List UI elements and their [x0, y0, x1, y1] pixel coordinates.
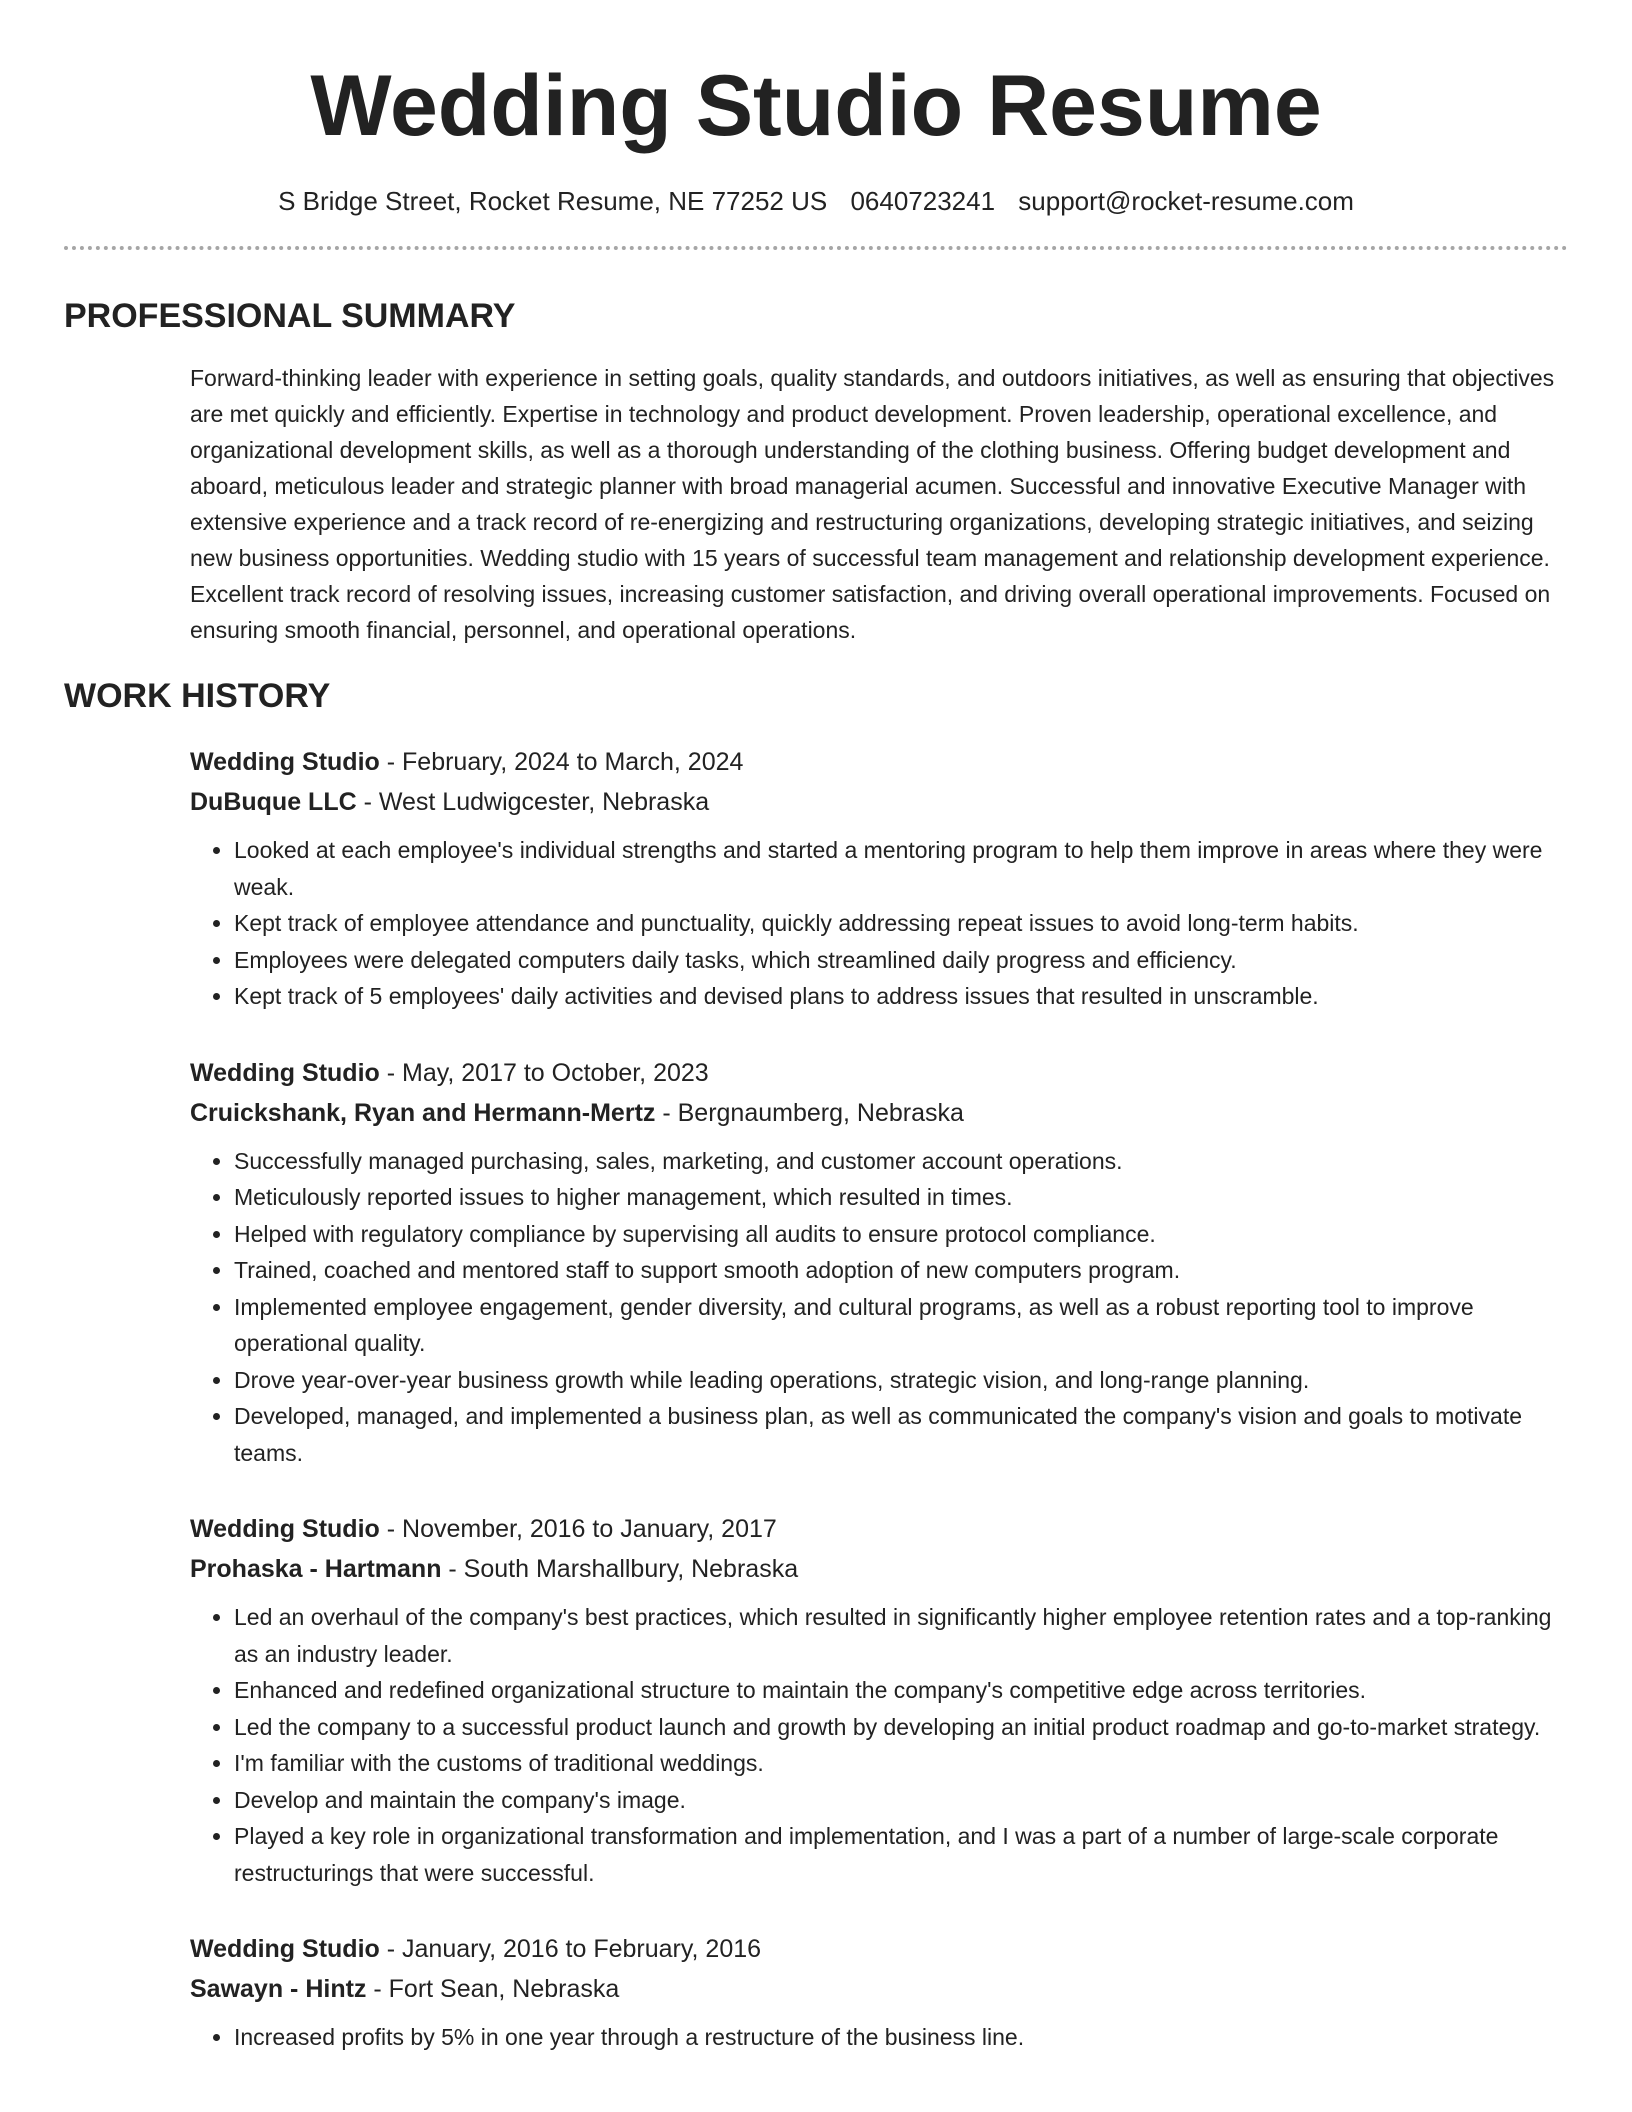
job-bullet: • Kept track of 5 employees' daily activities and devised plans to address issues that resulted in unscramble. [234, 978, 1568, 1015]
job-bullets [190, 832, 1568, 1015]
contact-email: support@rocket-resume.com [1018, 186, 1354, 216]
job-location: - West Ludwigcester, Nebraska [356, 788, 710, 816]
job-entry [190, 1509, 1568, 1891]
job-title-line [190, 742, 1568, 782]
job-bullet: • Played a key role in organizational transformation and implementation, and I was a part of a number of large-scale corporate restructurings that were successful. [234, 1818, 1568, 1891]
job-company: Prohaska - Hartmann [190, 1555, 442, 1583]
job-title-line [190, 1053, 1568, 1093]
job-bullet: • Implemented employee engagement, gender diversity, and cultural programs, as well as a robust reporting tool to improve operational quality. [234, 1289, 1568, 1362]
summary-text: Forward-thinking leader with experience in setting goals, quality standards, and outdoors initiatives, as well as ensuring that objectives are met quickly and efficiently. Expertise in technology and product development. Proven leadership, operational excellence, and organizational development skills, as well as a thorough understanding of the clothing business. Offering budget development and aboard, meticulous leader and strategic planner with broad managerial acumen. Successful and innovative Executive Manager with extensive experience and a track record of re-energizing and restructuring organizations, developing strategic initiatives, and seizing new business opportunities. Wedding studio with 15 years of successful team management and relationship development experience. Excellent track record of resolving issues, increasing customer satisfaction, and driving overall operational improvements. Focused on ensuring smooth financial, personnel, and operational operations. [190, 365, 1555, 643]
job-bullet: • Successfully managed purchasing, sales, marketing, and customer account operations. [234, 1143, 1568, 1180]
job-company-line [190, 1093, 1568, 1133]
summary-heading: PROFESSIONAL SUMMARY [64, 297, 516, 335]
job-bullet: • Employees were delegated computers daily tasks, which streamlined daily progress and efficiency. [234, 942, 1568, 979]
job-bullet: • Looked at each employee's individual strengths and started a mentoring program to help them improve in areas where they were weak. [234, 832, 1568, 905]
job-bullet: • Developed, managed, and implemented a business plan, as well as communicated the company's vision and goals to motivate teams. [234, 1398, 1568, 1471]
job-entry [190, 742, 1568, 1015]
job-location: - Bergnaumberg, Nebraska [655, 1098, 964, 1127]
job-title-line [190, 1929, 1568, 1969]
job-bullets [190, 1143, 1568, 1472]
job-company: DuBuque LLC [190, 788, 357, 816]
work-history-heading: WORK HISTORY [64, 677, 331, 715]
job-title: Wedding Studio [190, 1515, 380, 1543]
contact-phone: 0640723241 [850, 186, 996, 216]
job-bullet: • Enhanced and redefined organizational structure to maintain the company's competitive edge across territories. [234, 1672, 1568, 1709]
work-history-list [190, 742, 1568, 2056]
job-dates: - January, 2016 to February, 2016 [379, 1935, 762, 1963]
job-bullets [190, 2019, 1568, 2056]
job-title: Wedding Studio [190, 1058, 380, 1087]
job-title: Wedding Studio [190, 748, 380, 776]
job-bullet: • Kept track of employee attendance and punctuality, quickly addressing repeat issues to avoid long-term habits. [234, 905, 1568, 942]
job-title-line [190, 1509, 1568, 1549]
job-company: Sawayn - Hintz [190, 1975, 367, 2003]
resume-page [64, 0, 1568, 2094]
job-location: - Fort Sean, Nebraska [366, 1975, 620, 2003]
job-dates: - November, 2016 to January, 2017 [379, 1515, 777, 1543]
job-company-line [190, 782, 1568, 822]
job-bullet: • Helped with regulatory compliance by supervising all audits to ensure protocol compliance. [234, 1216, 1568, 1253]
job-company-line [190, 1969, 1568, 2009]
job-bullet: • Drove year-over-year business growth while leading operations, strategic vision, and long-range planning. [234, 1362, 1568, 1399]
contact-address: S Bridge Street, Rocket Resume, NE 77252 US [278, 186, 828, 216]
job-bullet: • Led the company to a successful product launch and growth by developing an initial product roadmap and go-to-market strategy. [234, 1709, 1568, 1746]
job-dates: - February, 2024 to March, 2024 [379, 748, 744, 776]
job-bullets [190, 1599, 1568, 1891]
job-entry [190, 1929, 1568, 2056]
job-title: Wedding Studio [190, 1935, 380, 1963]
job-bullet: • Increased profits by 5% in one year through a restructure of the business line. [234, 2019, 1568, 2056]
job-entry [190, 1053, 1568, 1472]
job-company: Cruickshank, Ryan and Hermann-Mertz [190, 1098, 656, 1127]
job-dates: - May, 2017 to October, 2023 [379, 1058, 709, 1087]
job-bullet: • I'm familiar with the customs of traditional weddings. [234, 1745, 1568, 1782]
resume-title: Wedding Studio Resume [310, 58, 1322, 154]
job-bullet: • Led an overhaul of the company's best practices, which resulted in significantly higher employee retention rates and a top-ranking as an industry leader. [234, 1599, 1568, 1672]
job-location: - South Marshallbury, Nebraska [441, 1555, 799, 1583]
job-bullet: • Develop and maintain the company's image. [234, 1782, 1568, 1819]
job-company-line [190, 1549, 1568, 1589]
contact-line [64, 184, 1568, 218]
header-divider [64, 246, 1568, 250]
job-bullet: • Trained, coached and mentored staff to support smooth adoption of new computers program. [234, 1252, 1568, 1289]
job-bullet: • Meticulously reported issues to higher management, which resulted in times. [234, 1179, 1568, 1216]
